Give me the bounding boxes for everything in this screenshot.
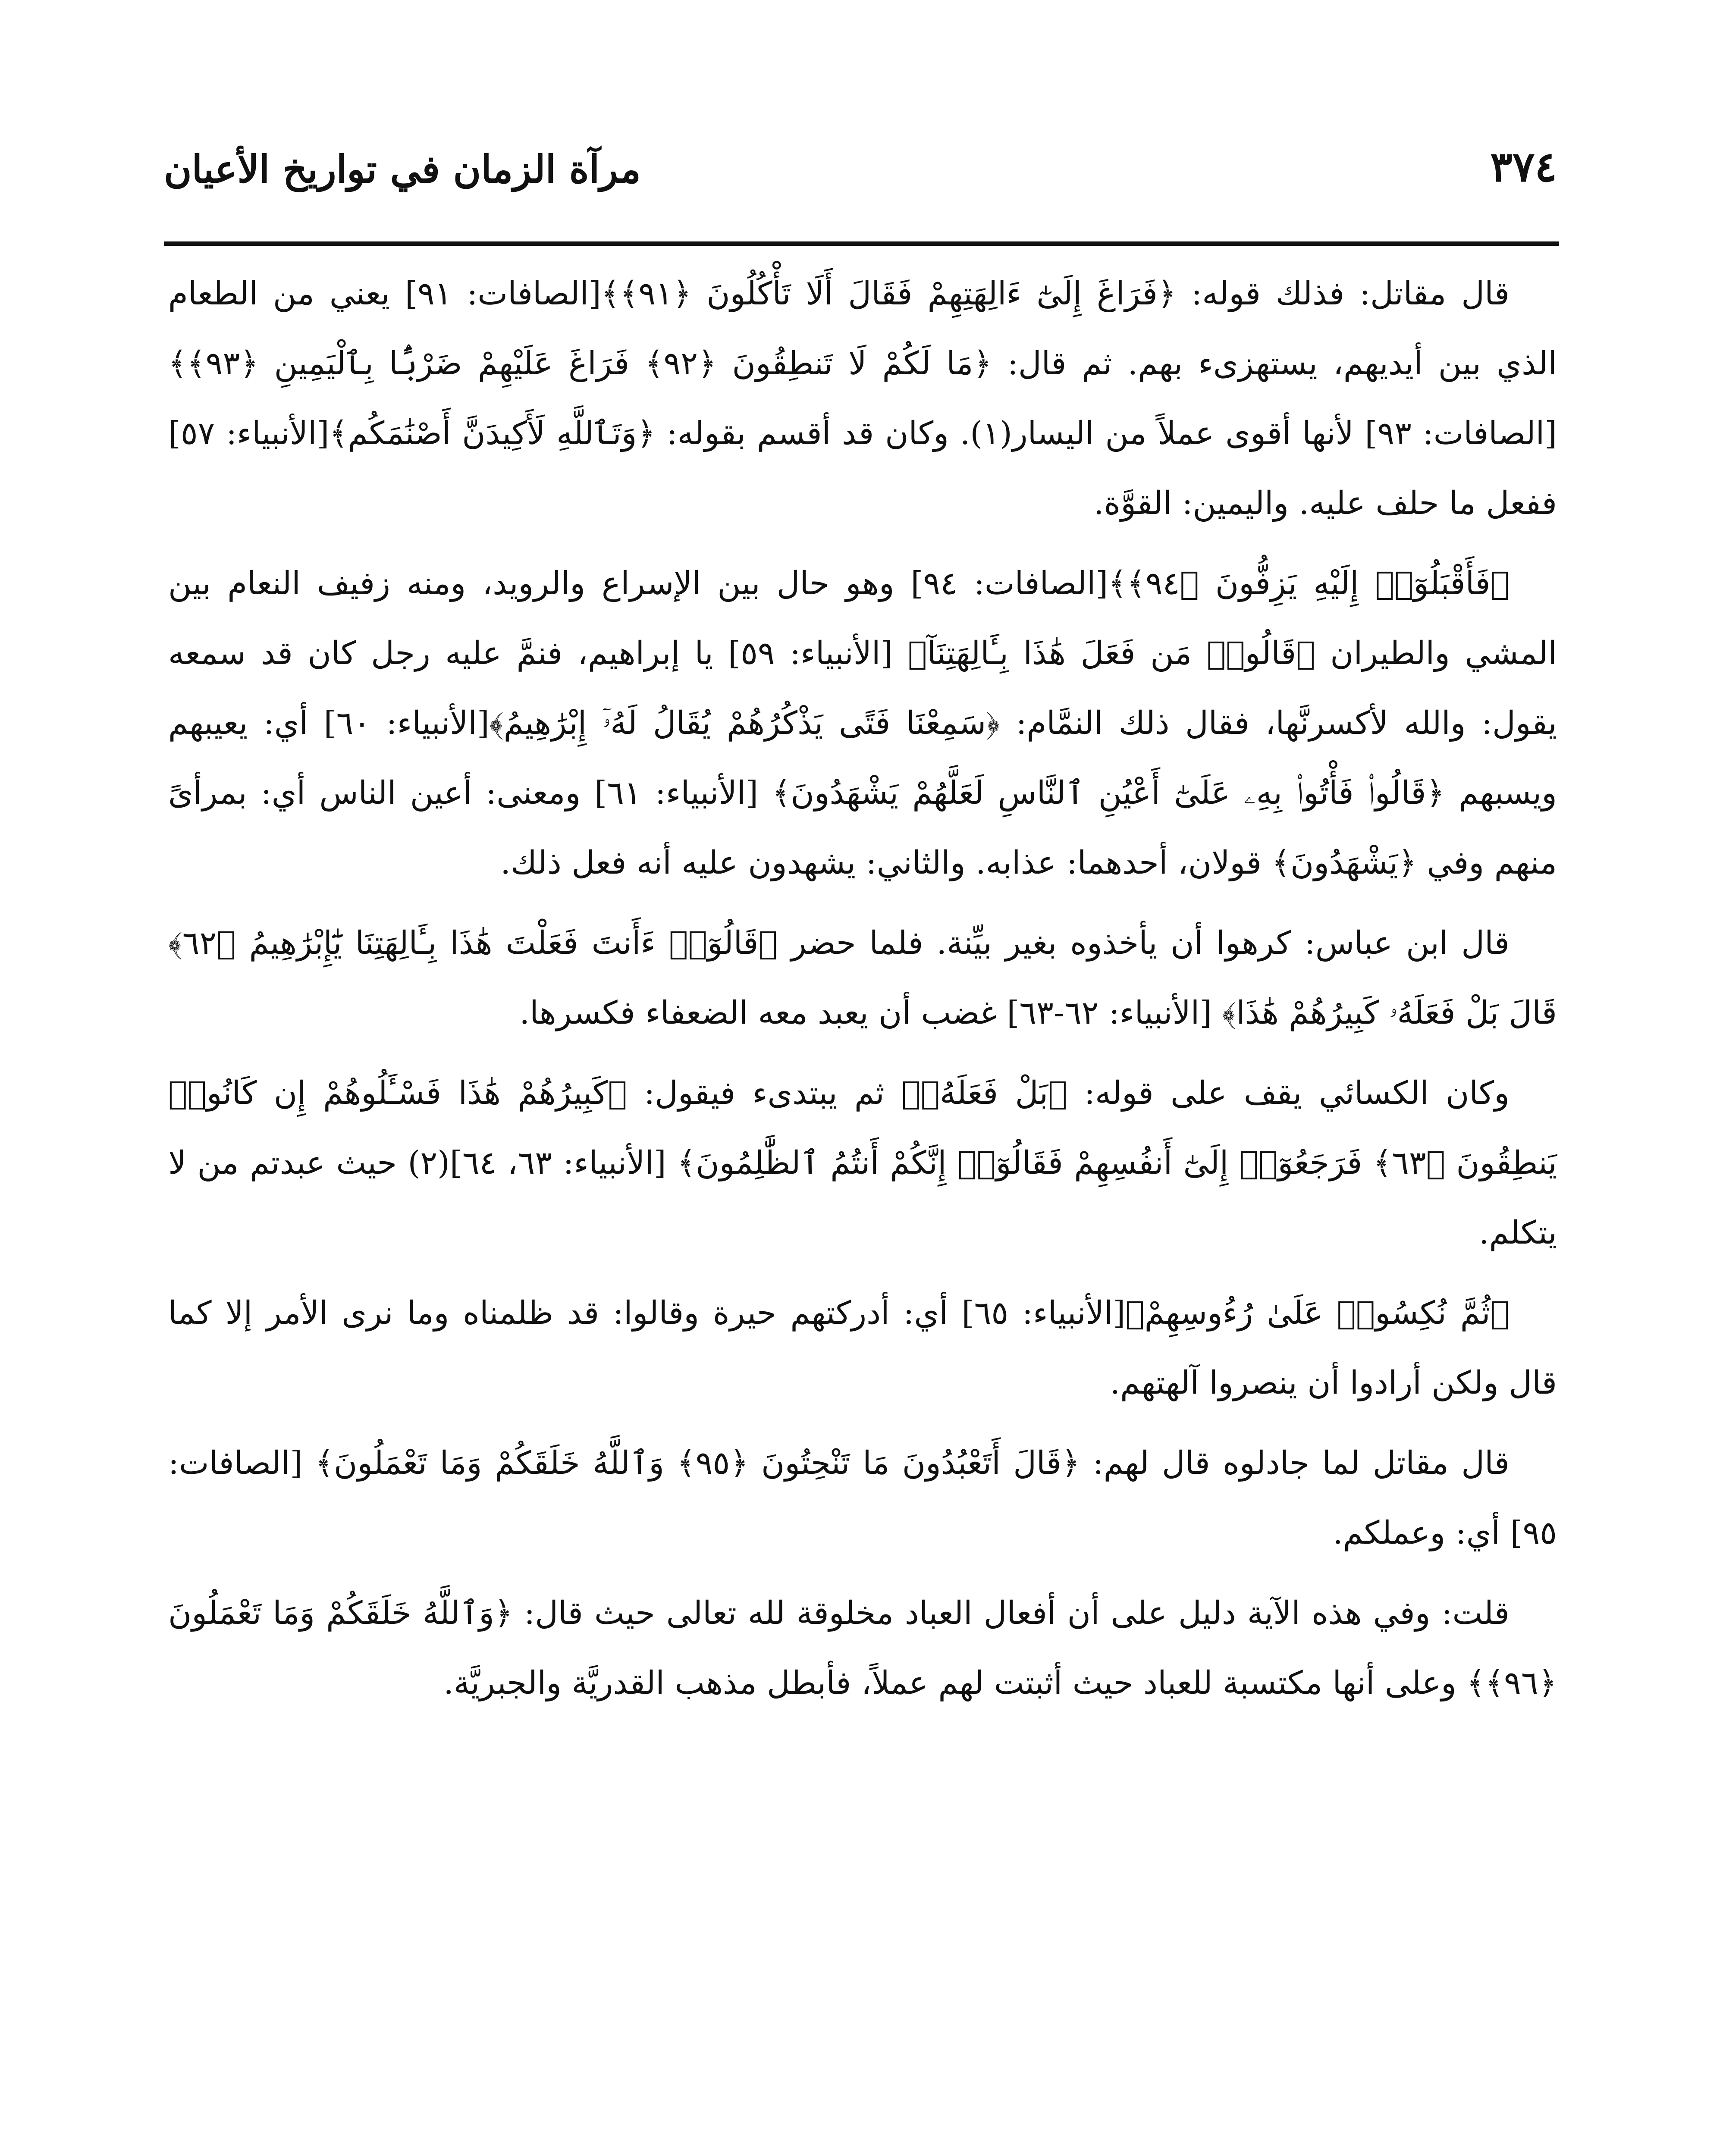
paragraph: ﴿ثُمَّ نُكِسُوا۟ عَلَىٰ رُءُوسِهِمْ﴾[الأنبياء: ٦٥] أي: أدركتهم حيرة وقالوا: قد ظلمناه وما نرى الأمر إلا كما قال ولكن أرادوا أن ينصروا آلهتهم. (168, 1294, 1557, 1401)
paragraph: قلت: وفي هذه الآية دليل على أن أفعال العباد مخلوقة لله تعالى حيث قال: ﴿وَٱللَّهُ خَلَقَكُمْ وَمَا تَعْمَلُونَ ﴿٩٦﴾﴾ وعلى أنها مكتسبة للعباد حيث أثبتت لهم عملاً، فأبطل مذهب القدريَّة والجبريَّة. (168, 1595, 1557, 1702)
main-text (168, 259, 1557, 2156)
paragraph: قال مقاتل: فذلك قوله: ﴿فَرَاغَ إِلَىٰٓ ءَالِهَتِهِمْ فَقَالَ أَلَا تَأْكُلُونَ ﴿٩١﴾﴾[الصافات: ٩١] يعني من الطعام الذي بين أيديهم، يستهزىء بهم. ثم قال: ﴿مَا لَكُمْ لَا تَنطِقُونَ ﴿٩٢﴾ فَرَاغَ عَلَيْهِمْ ضَرْبًۢا بِٱلْيَمِينِ ﴿٩٣﴾﴾[الصافات: ٩٣] لأنها أقوى عملاً من اليسار(١). وكان قد أقسم بقوله: ﴿وَتَٱللَّهِ لَأَكِيدَنَّ أَصْنَٰمَكُم﴾[الأنبياء: ٥٧] ففعل ما حلف عليه. واليمين: القوَّة. (168, 275, 1557, 522)
book-title: مرآة الزمان في تواريخ الأعيان (164, 147, 641, 191)
page-number: ٣٧٤ (1490, 142, 1557, 191)
paragraph: وكان الكسائي يقف على قوله: ﴿بَلْ فَعَلَهُۥ﴾ ثم يبتدىء فيقول: ﴿كَبِيرُهُمْ هَٰذَا فَسْـَٔلُوهُمْ إِن كَانُوا۟ يَنطِقُونَ ﴿٦٣﴾ فَرَجَعُوٓا۟ إِلَىٰٓ أَنفُسِهِمْ فَقَالُوٓا۟ إِنَّكُمْ أَنتُمُ ٱلظَّٰلِمُونَ﴾ [الأنبياء: ٦٣، ٦٤](٢) حيث عبدتم من لا يتكلم. (168, 1075, 1557, 1251)
header-rule (164, 241, 1559, 246)
paragraph: ﴿فَأَقْبَلُوٓا۟ إِلَيْهِ يَزِفُّونَ ﴿٩٤﴾﴾[الصافات: ٩٤] وهو حال بين الإسراع والرويد، ومنه زفيف النعام بين المشي والطيران ﴿قَالُوا۟ مَن فَعَلَ هَٰذَا بِـَٔالِهَتِنَآ﴾ [الأنبياء: ٥٩] يا إبراهيم، فنمَّ عليه رجل كان قد سمعه يقول: والله لأكسرنَّها، فقال ذلك النمَّام: ﴿سَمِعْنَا فَتًى يَذْكُرُهُمْ يُقَالُ لَهُۥٓ إِبْرَٰهِيمُ﴾[الأنبياء: ٦٠] أي: يعيبهم ويسبهم ﴿قَالُوا۟ فَأْتُوا۟ بِهِۦ عَلَىٰٓ أَعْيُنِ ٱلنَّاسِ لَعَلَّهُمْ يَشْهَدُونَ﴾ [الأنبياء: ٦١] ومعنى: أعين الناس أي: بمرأىً منهم وفي ﴿يَشْهَدُونَ﴾ قولان، أحدهما: عذابه. والثاني: يشهدون عليه أنه فعل ذلك. (168, 565, 1557, 881)
paragraph: قال ابن عباس: كرهوا أن يأخذوه بغير بيِّنة. فلما حضر ﴿قَالُوٓا۟ ءَأَنتَ فَعَلْتَ هَٰذَا بِـَٔالِهَتِنَا يَٰٓإِبْرَٰهِيمُ ﴿٦٢﴾ قَالَ بَلْ فَعَلَهُۥ كَبِيرُهُمْ هَٰذَا﴾ [الأنبياء: ٦٢-٦٣] غضب أن يعبد معه الضعفاء فكسرها. (168, 924, 1557, 1031)
running-header (164, 129, 1557, 233)
paragraph: قال مقاتل لما جادلوه قال لهم: ﴿قَالَ أَتَعْبُدُونَ مَا تَنْحِتُونَ ﴿٩٥﴾ وَٱللَّهُ خَلَقَكُمْ وَمَا تَعْمَلُونَ﴾ [الصافات: ٩٥] أي: وعملكم. (168, 1445, 1557, 1551)
